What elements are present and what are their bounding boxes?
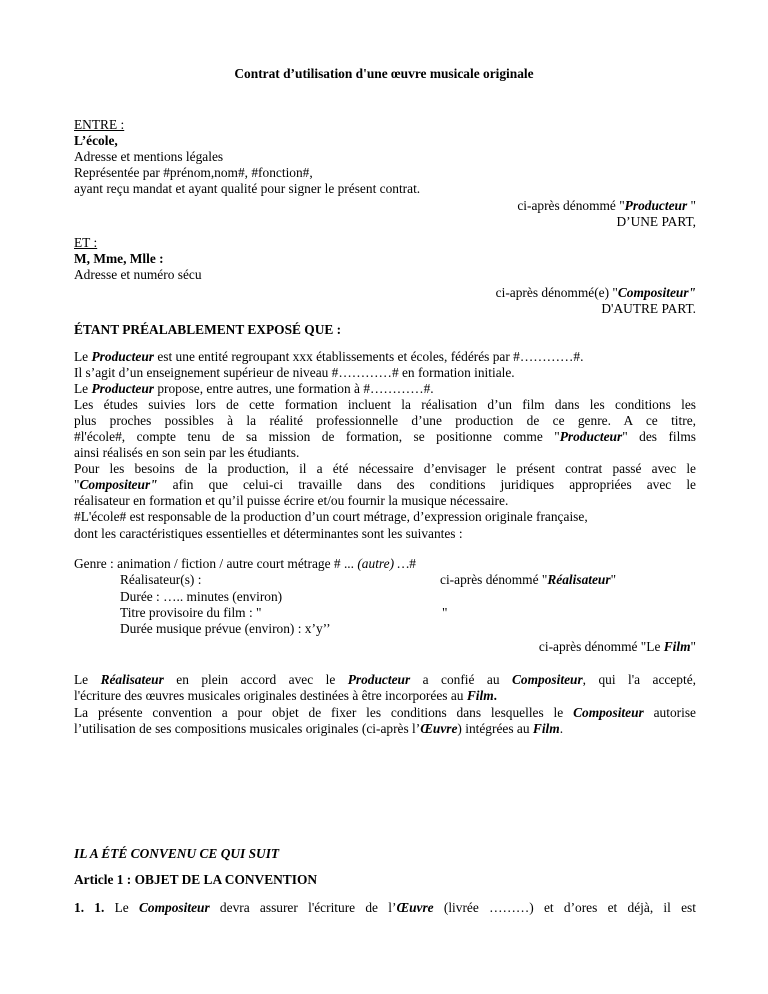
called-prefix: ci-après dénommé(e) ": [495, 285, 618, 300]
role-compositeur: Compositeur: [511, 672, 583, 687]
text: #l'école#, compte tenu de sa mission de formation, se positionne comme ": [74, 429, 560, 444]
role-oeuvre: Œuvre: [396, 900, 434, 915]
text: Le: [74, 381, 92, 396]
role-film: Film: [532, 721, 560, 736]
text: .: [493, 688, 497, 703]
confie-line-1: [74, 672, 696, 688]
article1-heading: Article 1 : OBJET DE LA CONVENTION: [74, 872, 318, 887]
preamble-heading: ÉTANT PRÉALABLEMENT EXPOSÉ QUE :: [74, 322, 342, 337]
preamble-line-5: plus proches possibles à la réalité professionnelle d’une production de ce genre. A ce titre,: [74, 413, 696, 428]
text: propose, entre autres, une formation à #…………#.: [153, 381, 434, 396]
party1-representative: Représentée par #prénom,nom#, #fonction#,: [74, 165, 313, 180]
preamble-line-3: [74, 381, 434, 397]
text: autorise: [643, 705, 696, 720]
called-suffix: ": [690, 639, 696, 654]
party2-name: M, Mme, Mlle :: [74, 251, 164, 266]
text: a confié au: [410, 672, 512, 687]
article1-line-1: [74, 900, 696, 916]
preamble-line-2: Il s’agit d’un enseignement supérieur de niveau #…………# en formation initiale.: [74, 365, 515, 380]
text: Le: [74, 349, 92, 364]
role-film: Film: [466, 688, 494, 703]
text: Genre : animation / fiction / autre court métrage # ...: [74, 556, 358, 571]
party1-called: [517, 198, 696, 214]
role-compositeur: Compositeur: [573, 705, 644, 720]
film-working-title-close: ": [442, 605, 448, 620]
party1-address: Adresse et mentions légales: [74, 149, 224, 164]
called-prefix: ci-après dénommé ": [440, 572, 548, 587]
text: en plein accord avec le: [163, 672, 348, 687]
party1-heading: ENTRE :: [74, 117, 125, 132]
text: .: [559, 721, 564, 736]
convenu-heading: IL A ÉTÉ CONVENU CE QUI SUIT: [74, 846, 280, 861]
text: " des films: [622, 429, 696, 444]
text: l’utilisation de ses compositions musicales originales (ci-après l’: [74, 721, 421, 736]
role-realisateur: Réalisateur: [547, 572, 611, 587]
document-title: Contrat d’utilisation d'une œuvre musicale originale: [234, 66, 534, 81]
called-prefix: ci-après dénommé "Le: [538, 639, 664, 654]
role-producteur: Producteur: [624, 198, 688, 213]
confie-line-2: [74, 688, 497, 704]
party2-part: D'AUTRE PART.: [601, 301, 696, 316]
party2-address: Adresse et numéro sécu: [74, 267, 202, 282]
called-prefix: ci-après dénommé ": [517, 198, 625, 213]
genre-other: (autre) …: [357, 556, 410, 571]
role-oeuvre: Œuvre: [420, 721, 458, 736]
preamble-line-9: [74, 477, 696, 493]
film-duration: Durée : ….. minutes (environ): [120, 589, 283, 604]
called-suffix: ": [687, 198, 696, 213]
preamble-line-7: ainsi réalisés en son sein par les étudiants.: [74, 445, 300, 460]
film-working-title: Titre provisoire du film : ": [120, 605, 262, 620]
text: ": [74, 477, 80, 492]
party1-mandate: ayant reçu mandat et ayant qualité pour signer le présent contrat.: [74, 181, 421, 196]
role-producteur: Producteur: [347, 672, 411, 687]
role-producteur: Producteur: [91, 381, 154, 396]
party2-called: [496, 285, 696, 301]
preamble-line-4: Les études suivies lors de cette formation incluent la réalisation d’un film dans les conditions les: [74, 397, 696, 412]
text: #: [409, 556, 416, 571]
film-music-duration: Durée musique prévue (environ) : x’y’’: [120, 621, 331, 636]
text: ) intégrées au: [457, 721, 533, 736]
party1-part: D’UNE PART,: [616, 214, 696, 229]
role-compositeur: Compositeur": [617, 285, 696, 300]
film-called: [539, 639, 696, 655]
preamble-line-1: [74, 349, 583, 365]
film-genre: [74, 556, 416, 572]
preamble-line-11: #L'école# est responsable de la production d’un court métrage, d’expression originale française,: [74, 509, 588, 524]
text: Le: [104, 900, 139, 915]
preamble-line-6: [74, 429, 696, 445]
preamble-line-12: dont les caractéristiques essentielles et déterminantes sont les suivantes :: [74, 526, 463, 541]
text: est une entité regroupant xxx établissements et écoles, fédérés par #…………#.: [153, 349, 584, 364]
text: , qui l'a accepté,: [582, 672, 696, 687]
role-compositeur: Compositeur: [138, 900, 210, 915]
article-number: 1. 1.: [74, 900, 105, 915]
text: (livrée ………) et d’ores et déjà, il est: [433, 900, 696, 915]
text: Le: [74, 672, 101, 687]
objet-line-1: [74, 705, 696, 721]
text: La présente convention a pour objet de fixer les conditions dans lesquelles le: [74, 705, 574, 720]
preamble-line-8: Pour les besoins de la production, il a été nécessaire d’envisager le présent contrat passé avec le: [74, 461, 696, 476]
text: afin que celui-ci travaille dans des conditions juridiques appropriées avec le: [157, 477, 696, 492]
text: l'écriture des œuvres musicales originales destinées à être incorporées au: [74, 688, 467, 703]
preamble-line-10: réalisateur en formation et qu’il puisse écrire et/ou fournir la musique nécessaire.: [74, 493, 509, 508]
called-suffix: ": [610, 572, 617, 587]
party1-name: L’école,: [74, 133, 118, 148]
role-producteur: Producteur: [559, 429, 623, 444]
film-director: Réalisateur(s) :: [120, 572, 202, 587]
objet-line-2: [74, 721, 563, 737]
role-film: Film: [663, 639, 691, 654]
director-called: [440, 572, 616, 588]
party2-heading: ET :: [74, 235, 98, 250]
text: devra assurer l'écriture de l’: [209, 900, 397, 915]
role-producteur: Producteur: [91, 349, 154, 364]
role-realisateur: Réalisateur: [100, 672, 164, 687]
role-compositeur: Compositeur": [79, 477, 158, 492]
